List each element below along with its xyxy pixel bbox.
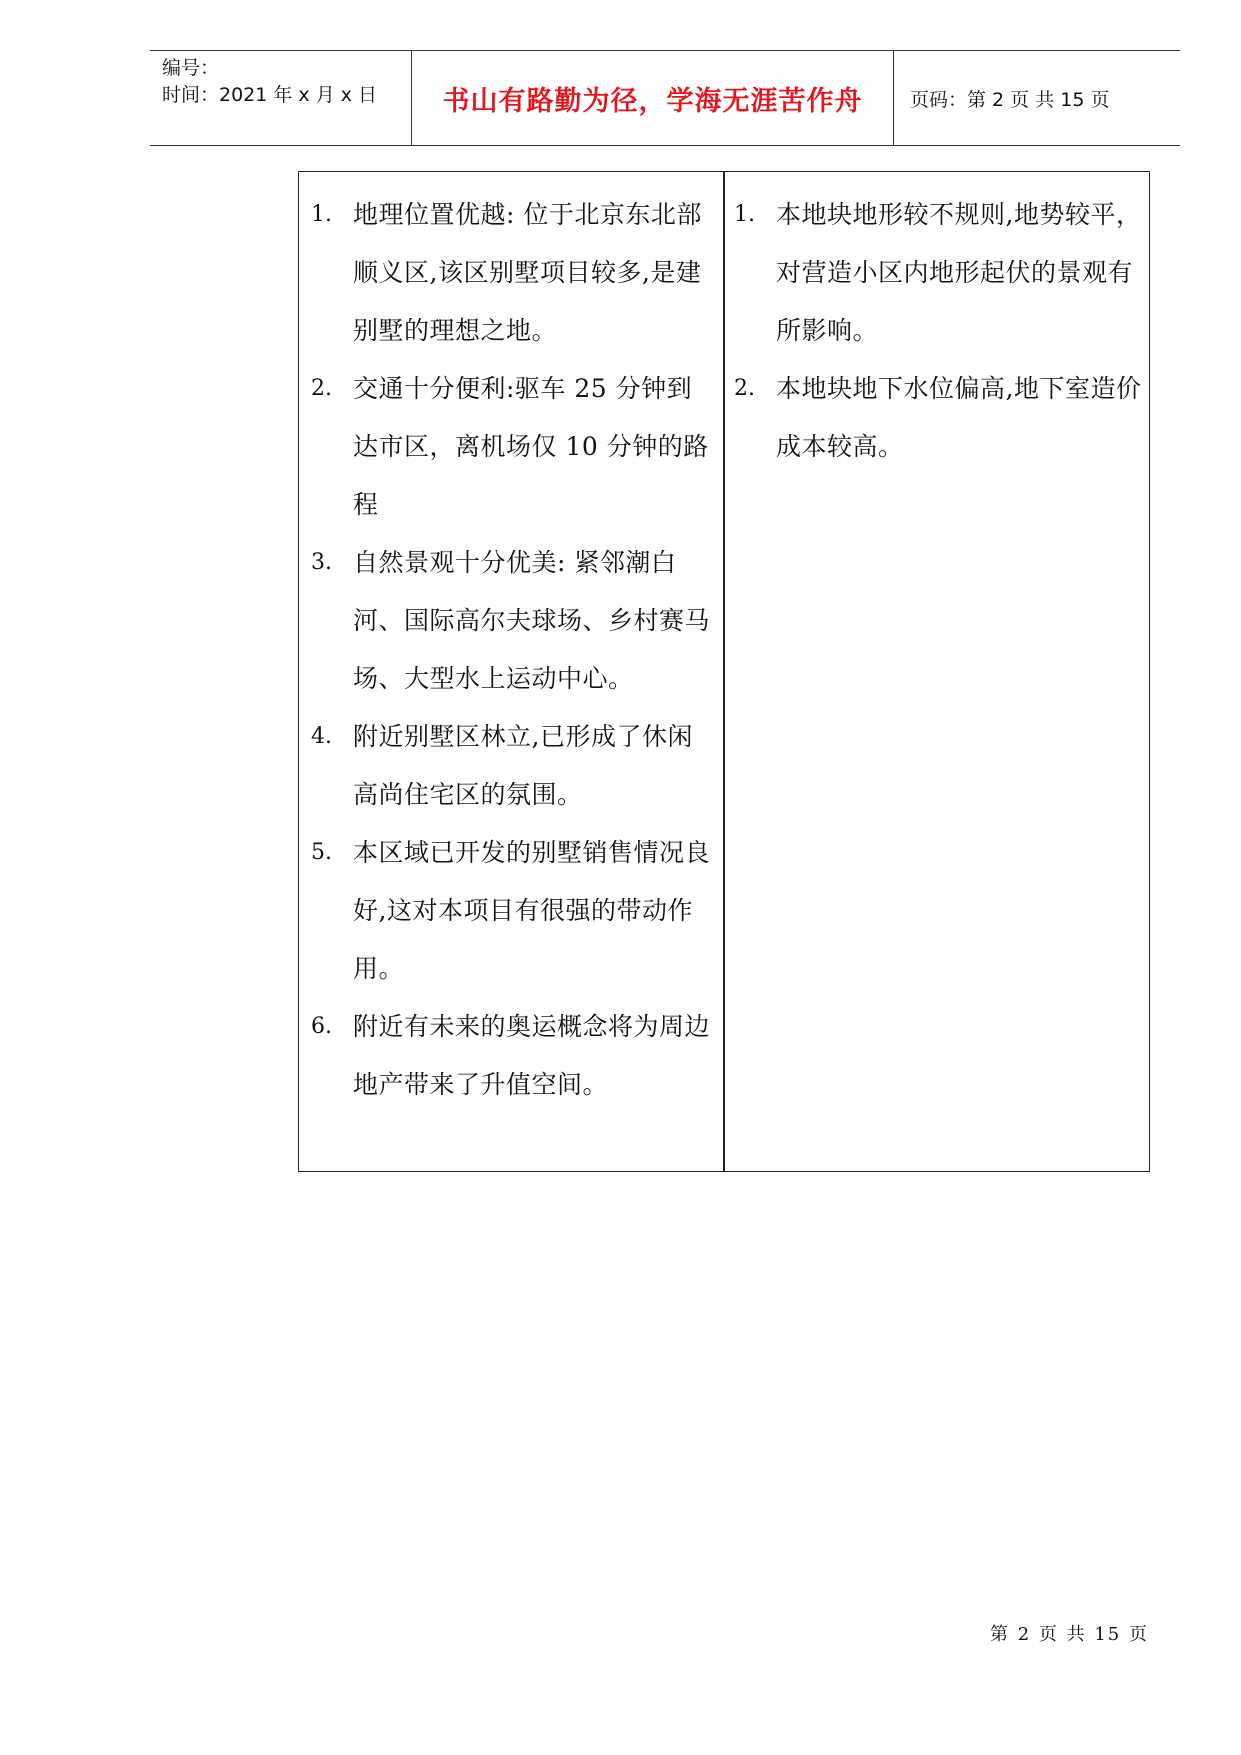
list-item <box>311 998 716 1114</box>
strengths-column <box>311 186 716 1114</box>
serial-label: 编号： <box>162 57 220 79</box>
list-item-text: 附近有未来的奥运概念将为周边地产带来了升值空间。 <box>353 1012 711 1099</box>
list-item-text: 地理位置优越: 位于北京东北部顺义区,该区别墅项目较多,是建别墅的理想之地。 <box>353 200 702 345</box>
list-item-number: 1. <box>311 202 332 227</box>
header-page-number: 页码：第 2 页 共 15 页 <box>910 88 1110 111</box>
list-item <box>311 534 716 708</box>
list-item <box>311 708 716 824</box>
swot-table <box>298 171 1150 1172</box>
table-column-divider <box>723 172 725 1171</box>
list-item-text: 本地块地下水位偏高,地下室造价成本较高。 <box>776 374 1142 461</box>
list-item <box>311 360 716 534</box>
list-item-text: 本地块地形较不规则,地势较平，对营造小区内地形起伏的景观有所影响。 <box>776 200 1142 345</box>
list-item-number: 6. <box>311 1014 332 1039</box>
list-item-text: 交通十分便利:驱车 25 分钟到达市区，离机场仅 10 分钟的路程 <box>353 374 709 519</box>
list-item-text: 自然景观十分优美: 紧邻潮白河、国际高尔夫球场、乡村赛马场、大型水上运动中心。 <box>353 548 711 693</box>
time-label: 时间：2021 年 x 月 x 日 <box>162 84 378 106</box>
list-item-number: 1. <box>734 202 755 227</box>
page-footer: 第 2 页 共 15 页 <box>990 1624 1149 1645</box>
header-divider <box>893 51 894 145</box>
list-item-text: 附近别墅区林立,已形成了休闲高尚住宅区的氛围。 <box>353 722 693 809</box>
header-meta <box>162 51 412 149</box>
weaknesses-column <box>734 186 1144 476</box>
list-item <box>311 186 716 360</box>
list-item-number: 2. <box>311 376 332 401</box>
list-item <box>311 824 716 998</box>
list-item-number: 4. <box>311 724 332 749</box>
list-item-text: 本区域已开发的别墅销售情况良好,这对本项目有很强的带动作用。 <box>353 838 711 983</box>
list-item-number: 2. <box>734 376 755 401</box>
list-item <box>734 360 1144 476</box>
header-motto: 书山有路勤为径，学海无涯苦作舟 <box>442 85 863 117</box>
list-item-number: 5. <box>311 840 332 865</box>
list-item-number: 3. <box>311 550 332 575</box>
list-item <box>734 186 1144 360</box>
document-header <box>150 50 1180 146</box>
